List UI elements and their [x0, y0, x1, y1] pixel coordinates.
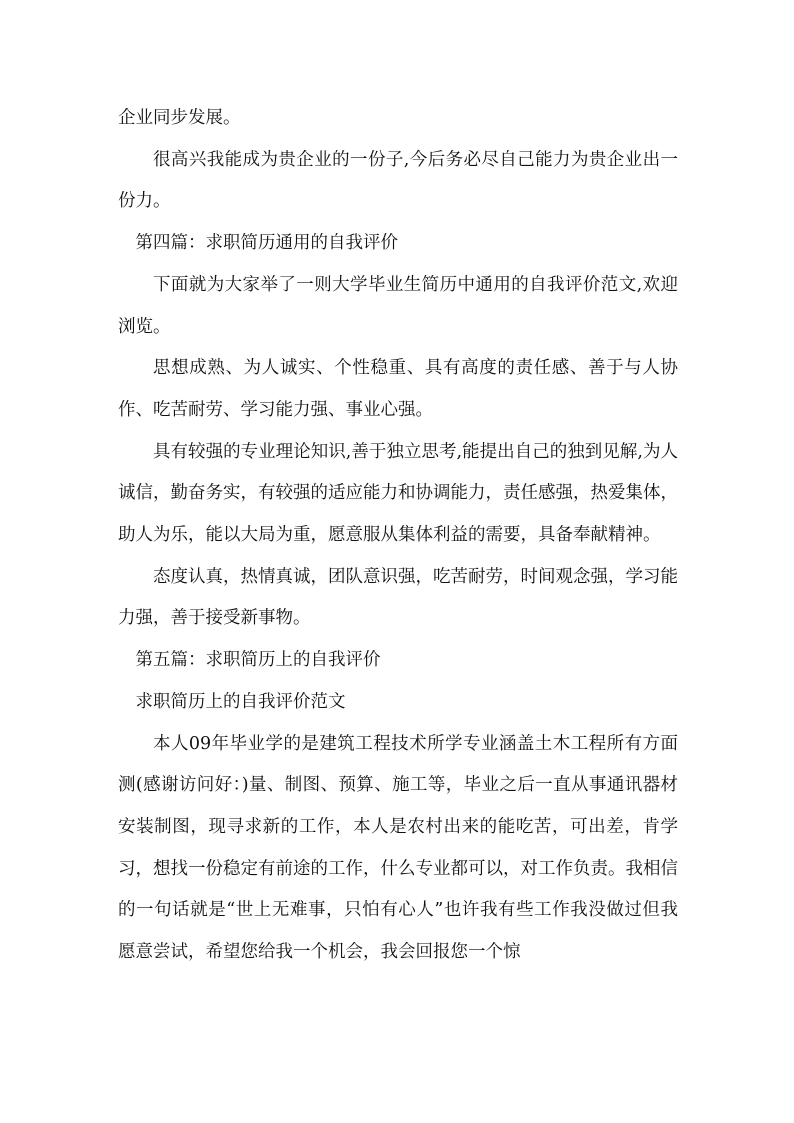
paragraph-evaluation-3: 态度认真，热情真诚，团队意识强，吃苦耐劳，时间观念强，学习能力强，善于接受新事物。	[118, 566, 678, 629]
paragraph-join-company: 很高兴我能成为贵企业的一份子,今后务必尽自己能力为贵企业出一份力。	[118, 149, 678, 212]
section-heading-4: 第四篇：求职简历通用的自我评价	[135, 233, 398, 254]
paragraph-continuation: 企业同步发展。	[118, 108, 241, 128]
sub-heading-sample: 求职简历上的自我评价范文	[135, 691, 346, 712]
paragraph-evaluation-2: 具有较强的专业理论知识,善于独立思考,能提出自己的独到见解,为人诚信，勤奋务实，有较强的适应能力和协调能力，责任感强，热爱集体，助人为乐，能以大局为重，愿意服从集体利益的需要，具备奉献精神。	[118, 441, 678, 546]
document-page	[118, 98, 678, 974]
paragraph-intro: 下面就为大家举了一则大学毕业生简历中通用的自我评价范文,欢迎浏览。	[118, 274, 678, 337]
section-heading-5: 第五篇：求职简历上的自我评价	[135, 650, 381, 671]
paragraph-sample-text: 本人09年毕业学的是建筑工程技术所学专业涵盖土木工程所有方面测(感谢访问好：)量、制图、预算、施工等，毕业之后一直从事通讯器材安装制图，现寻求新的工作，本人是农村出来的能吃苦，可出差，肯学习，想找一份稳定有前途的工作，什么专业都可以，对工作负责。我相信的一句话就是“世上无难事，只怕有心人”也许我有些工作我没做过但我愿意尝试，希望您给我一个机会，我会回报您一个惊	[118, 733, 678, 963]
paragraph-evaluation-1: 思想成熟、为人诚实、个性稳重、具有高度的责任感、善于与人协作、吃苦耐劳、学习能力强、事业心强。	[118, 358, 678, 420]
